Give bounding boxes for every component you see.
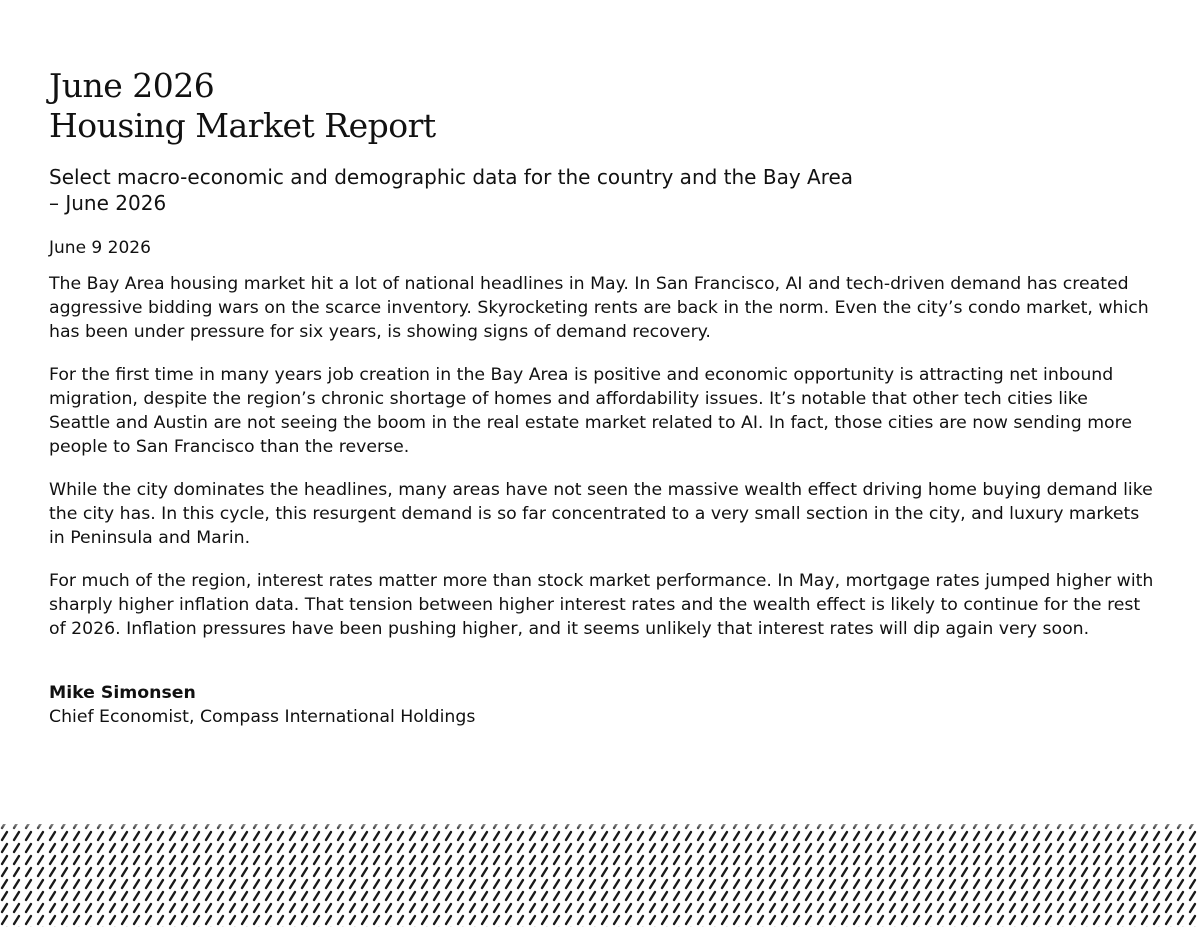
report-content (49, 66, 1159, 729)
hatch-pattern-footer (0, 818, 1200, 927)
paragraph-4: For much of the region, interest rates matter more than stock market performance. In May, mortgage rates jumped higher with sharply higher inflation data. That tension between higher interest rates and the wealth effect is likely to continue for the rest of 2026. Inflation pressures have been pushing higher, and it seems unlikely that interest rates will dip again very soon. (49, 571, 1154, 639)
paragraph-3: While the city dominates the headlines, many areas have not seen the massive wealth effect driving home buying demand like the city has. In this cycle, this resurgent demand is so far concentrated to a very small section in the city, and luxury markets in Peninsula and Marin. (49, 480, 1153, 548)
report-title (49, 66, 1159, 146)
title-line-1: June 2026 (49, 66, 215, 105)
report-date: June 9 2026 (49, 238, 151, 258)
title-line-2: Housing Market Report (49, 106, 436, 145)
author-title: Chief Economist, Compass International Holdings (49, 707, 476, 727)
report-subtitle: Select macro-economic and demographic data for the country and the Bay Area – June 2026 (49, 165, 854, 215)
paragraph-1: The Bay Area housing market hit a lot of national headlines in May. In San Francisco, AI and tech-driven demand has created aggressive bidding wars on the scarce inventory. Skyrocketing rents are back in the norm. Even the city’s condo market, which has been under pressure for six years, is showing signs of demand recovery. (49, 274, 1149, 342)
author-name: Mike Simonsen (49, 683, 196, 703)
paragraph-2: For the first time in many years job creation in the Bay Area is positive and economic opportunity is attracting net inbound migration, despite the region’s chronic shortage of homes and affordability issues. It’s notable that other tech cities like Seattle and Austin are not seeing the boom in the real estate market related to AI. In fact, those cities are now sending more people to San Francisco than the reverse. (49, 365, 1132, 457)
author-signature (49, 681, 1159, 729)
